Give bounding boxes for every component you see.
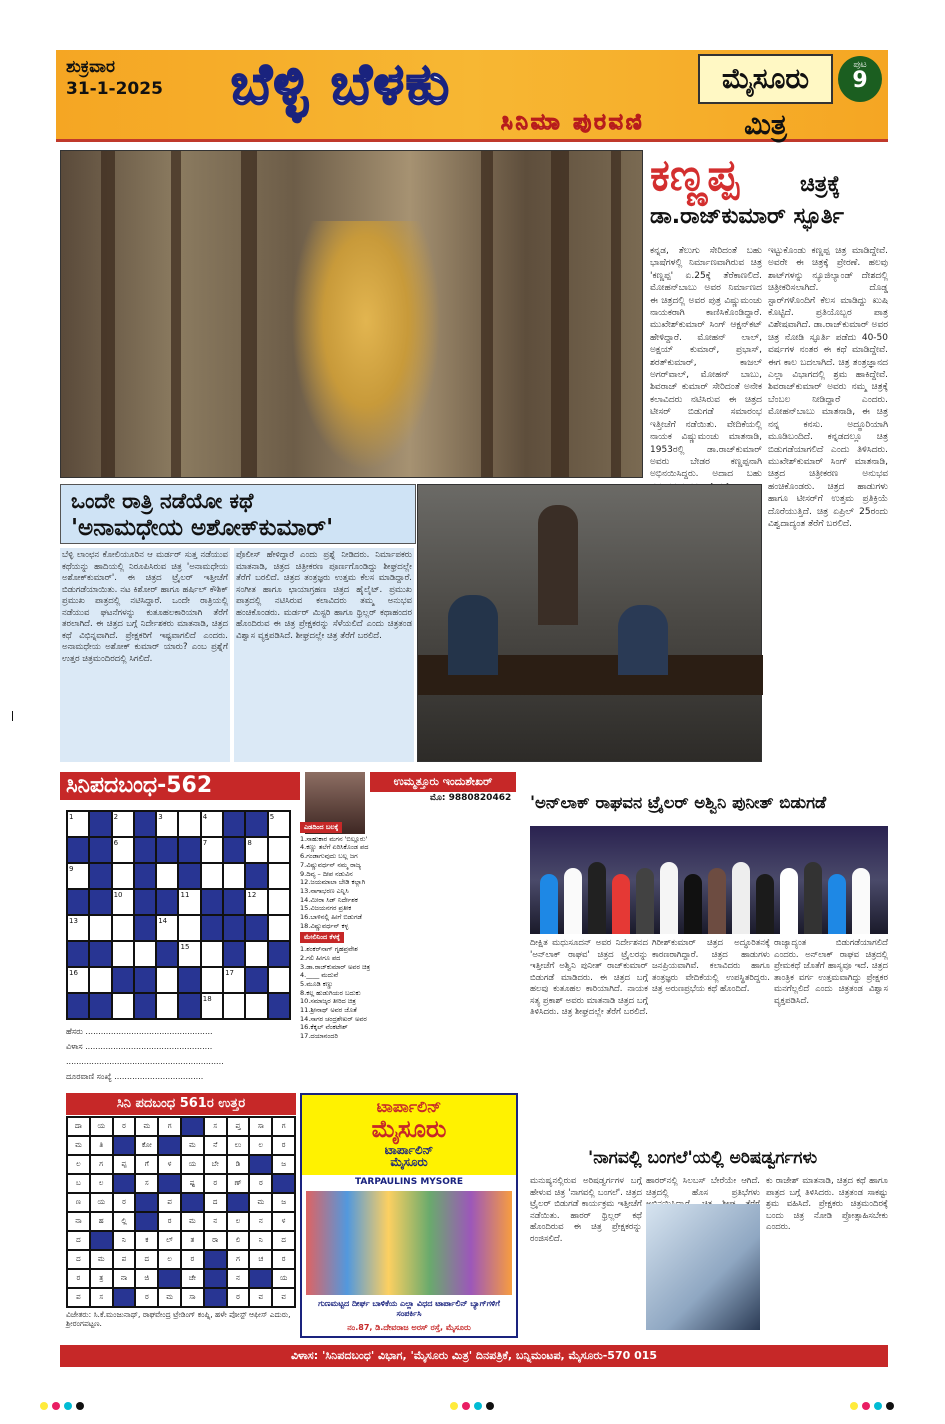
- event-attendee: [732, 862, 750, 934]
- section-title: ಬೆಳ್ಳಿ ಬೆಳಕು: [231, 52, 451, 117]
- event-attendee: [708, 868, 726, 934]
- answer-cell: ಳ: [158, 1155, 181, 1174]
- answer-cell: ಸ: [204, 1117, 227, 1136]
- answer-cell: ಡಿ: [227, 1155, 250, 1174]
- kannappa-col2: ಇಟ್ಟುಕೊಂಡು ಕಣ್ಣಪ್ಪ ಚಿತ್ರ ಮಾಡಿದ್ದೇವೆ. ಅವರೇ ಈ ಚಿತ್ರಕ್ಕೆ ಪ್ರೇರಣೆ. ಹಲವು ಶಾಟ್‌ಗಳನ್ನು ನ್ಯೂಜಿಲ್ಯಾಂಡ್ ದೇಶದಲ್ಲಿ ಚಿತ್ರೀಕರಿಸಲಾಗಿದೆ. ದೊಡ್ಡ ಸ್ಟಾರ್‌ಗಳೊಂದಿಗೆ ಕೆಲಸ ಮಾಡಿದ್ದು ಖುಷಿ ಕೊಟ್ಟಿದೆ. ಪ್ರತಿಯೊಬ್ಬರ ಪಾತ್ರ ವಿಶೇಷವಾಗಿದೆ. ಡಾ.ರಾಜ್‌ಕುಮಾರ್ ಅವರ ಚಿತ್ರ ನೋಡಿ ಸ್ಫೂರ್ತಿ ಪಡೆದು 40-50 ವರ್ಷಗಳ ನಂತರ ಈ ಕಥೆ ಮಾಡಿದ್ದೇವೆ. ಈಗ ಕಾಲ ಬದಲಾಗಿದೆ. ಚಿತ್ರ ತಂತ್ರಜ್ಞಾನದ ಎಲ್ಲಾ ವಿಭಾಗದಲ್ಲಿ ಶ್ರಮ ಹಾಕಿದ್ದೇವೆ. ಶಿವರಾಜ್‌ಕುಮಾರ್ ಅವರು ನಮ್ಮ ಚಿತ್ರಕ್ಕೆ ಬೆಂಬಲ ನೀಡಿದ್ದಾರೆ ಎಂದರು. ಮೋಹನ್‌ಬಾಬು ಮಾತನಾಡಿ, ಈ ಚಿತ್ರ ನನ್ನ ಕನಸು. ಅದ್ಧೂರಿಯಾಗಿ ಮೂಡಿಬಂದಿದೆ. ಕನ್ನಡದಲ್ಲೂ ಚಿತ್ರ ಬಿಡುಗಡೆಯಾಗಲಿದೆ ಎಂದು ತಿಳಿಸಿದರು. ಮುಖೇಶ್‌ಕುಮಾರ್ ಸಿಂಗ್ ಮಾತನಾಡಿ, ಚಿತ್ರದ ಚಿತ್ರೀಕರಣ ಅನುಭವ ಹಂಚಿಕೊಂಡರು. ಚಿತ್ರದ ಹಾಡುಗಳು ಹಾಗೂ ಟೀಸರ್‌ಗೆ ಉತ್ತಮ ಪ್ರತಿಕ್ರಿಯೆ ದೊರೆಯುತ್ತಿದೆ. ಚಿತ್ರ ಏಪ್ರಿಲ್ 25ರಂದು ವಿಶ್ವದಾದ್ಯಂತ ತೆರೆಗೆ ಬರಲಿದೆ.: [768, 246, 888, 529]
- nagavalli-headline: 'ನಾಗವಲ್ಲಿ ಬಂಗಲೆ'ಯಲ್ಲಿ ಅರಿಷಡ್ವರ್ಗಗಳು: [588, 1148, 818, 1168]
- answer-cell: ಯ: [90, 1193, 113, 1212]
- answer-cell: ನ: [249, 1212, 272, 1231]
- answer-title: ಸಿನಿ ಪದಬಂಧ 561ರ ಉತ್ತರ: [66, 1093, 296, 1115]
- answer-cell: ಮ: [135, 1117, 158, 1136]
- answer-cell: ಪ: [67, 1288, 90, 1307]
- anamadheya-photo: [417, 484, 762, 762]
- answer-cell: [90, 1231, 113, 1250]
- answer-cell: ನಿ: [113, 1231, 136, 1250]
- answer-grid: [66, 1116, 296, 1308]
- event-attendee: [780, 868, 798, 934]
- answer-cell: [181, 1193, 204, 1212]
- answer-cell: ಬ: [67, 1174, 90, 1193]
- unlock-col3: ರಾಜ್ಯಾದ್ಯಂತ ಬಿಡುಗಡೆಯಾಗಲಿದೆ ಎಂದರು. ಅನ್‌ಲಾಕ್ ರಾಘವ ಚಿತ್ರದಲ್ಲಿ ಪ್ರೇಮಕಥೆ ಜೊತೆಗೆ ಹಾಸ್ಯವೂ ಇದೆ. ಚಿತ್ರದ ತಾಂತ್ರಿಕ ವರ್ಗ ಉತ್ತಮವಾಗಿದ್ದು ಪ್ರೇಕ್ಷಕರ ಮನಗೆಲ್ಲಲಿದೆ ಎಂದು ಚಿತ್ರತಂಡ ವಿಶ್ವಾಸ ವ್ಯಕ್ತಪಡಿಸಿದೆ.: [774, 938, 888, 1006]
- answer-cell: ಪ: [158, 1193, 181, 1212]
- answer-cell: [204, 1288, 227, 1307]
- print-registration-dots: [0, 1400, 945, 1412]
- answer-cell: ಸಾ: [249, 1117, 272, 1136]
- event-attendee: [540, 874, 558, 934]
- answer-cell: [158, 1269, 181, 1288]
- event-attendee: [636, 868, 654, 934]
- event-attendee: [564, 868, 582, 934]
- headline-line1: ಒಂದೇ ರಾತ್ರಿ ನಡೆಯೋ ಕಥೆ: [71, 489, 254, 513]
- kannappa-headline: [650, 150, 890, 240]
- kannappa-col1: ಕನ್ನಡ, ತೆಲುಗು ಸೇರಿದಂತೆ ಬಹು ಭಾಷೆಗಳಲ್ಲಿ ನಿರ್ಮಾಣವಾಗಿರುವ ಚಿತ್ರ 'ಕಣ್ಣಪ್ಪ' ಏ.25ಕ್ಕೆ ತೆರೆಕಾಣಲಿದೆ. ಮೋಹನ್‌ಬಾಬು ಅವರ ನಿರ್ಮಾಣದ ಈ ಚಿತ್ರದಲ್ಲಿ ಅವರ ಪುತ್ರ ವಿಷ್ಣುಮಂಚು ನಾಯಕರಾಗಿ ಕಾಣಿಸಿಕೊಂಡಿದ್ದಾರೆ. ಮುಖೇಶ್‌ಕುಮಾರ್ ಸಿಂಗ್ ಆಕ್ಷನ್‌ಕಟ್ ಹೇಳಿದ್ದಾರೆ. ಮೋಹನ್ ಲಾಲ್, ಅಕ್ಷಯ್ ಕುಮಾರ್, ಪ್ರಭಾಸ್, ಶರತ್‌ಕುಮಾರ್, ಕಾಜಲ್ ಅಗರ್‌ವಾಲ್, ಮೋಹನ್ ಬಾಬು, ಶಿವರಾಜ್ ಕುಮಾರ್ ಸೇರಿದಂತೆ ಅನೇಕ ಕಲಾವಿದರು ನಟಿಸಿರುವ ಈ ಚಿತ್ರದ ಟೀಸರ್ ಬಿಡುಗಡೆ ಸಮಾರಂಭ ಇತ್ತೀಚೆಗೆ ನಡೆಯಿತು. ವೇದಿಕೆಯಲ್ಲಿ ನಾಯಕ ವಿಷ್ಣುಮಂಚು ಮಾತನಾಡಿ, 1953ರಲ್ಲಿ ಡಾ.ರಾಜ್‌ಕುಮಾರ್ ಅವರು ಬೇಡರ ಕಣ್ಣಪ್ಪನಾಗಿ ಅಭಿನಯಿಸಿದ್ದರು. ಅದಾದ ಬಹು: [650, 246, 762, 480]
- answer-cell: ಗ: [227, 1250, 250, 1269]
- answer-cell: ನ: [204, 1212, 227, 1231]
- event-attendee: [660, 862, 678, 934]
- answer-cell: [158, 1136, 181, 1155]
- answer-cell: ಹ: [90, 1212, 113, 1231]
- across-label: ಎಡದಿಂದ ಬಲಕ್ಕೆ: [300, 822, 342, 833]
- unlock-raghava-photo: [530, 826, 888, 934]
- unlock-col1: ದೀಕ್ಷಿತ ಮಧುಸೂದನ್ ಅವರ ನಿರ್ದೇಶನದ 'ಅನ್‌ಲಾಕ್ ರಾಘವ' ಚಿತ್ರದ ಟ್ರೈಲರನ್ನು ಇತ್ತೀಚೆಗೆ ಅಶ್ವಿನಿ ಪುನೀತ್ ರಾಜ್‌ಕುಮಾರ್ ಬಿಡುಗಡೆ ಮಾಡಿದರು. ಈ ಚಿತ್ರದ ಬಗ್ಗೆ ಹಲವು ಕುತೂಹಲ ಕಾರಿಯಾಗಿದೆ. ನಾಯಕ ಸತ್ಯ ಪ್ರಕಾಶ್ ಅವರು ಮಾತನಾಡಿ ಚಿತ್ರದ ಬಗ್ಗೆ ತಿಳಿಸಿದರು. ಚಿತ್ರ ಶೀಘ್ರದಲ್ಲೇ ತೆರೆಗೆ ಬರಲಿದೆ.: [530, 938, 648, 1017]
- event-attendee: [612, 874, 630, 934]
- event-attendee: [684, 874, 702, 934]
- crossword-address: ವಿಳಾಸ: 'ಸಿನಿಪದಬಂಧ' ವಿಭಾಗ, 'ಮೈಸೂರು ಮಿತ್ರ' ದಿನಪತ್ರಿಕೆ, ಬನ್ನಿಮಂಟಪ, ಮೈಸೂರು-570 015: [60, 1345, 888, 1367]
- answer-cell: ರ: [272, 1136, 295, 1155]
- answer-cell: ಗ: [272, 1117, 295, 1136]
- event-attendee: [852, 868, 870, 934]
- answer-cell: ಮ: [181, 1136, 204, 1155]
- answer-cell: ದ: [67, 1250, 90, 1269]
- entry-form[interactable]: ಹೆಸರು .................................................. ವಿಳಾಸ .................................................. .............................................................. ದೂರವಾಣಿ ಸಂಖ್ಯೆ ...................................: [66, 1027, 224, 1081]
- issue-date: ಶುಕ್ರವಾರ 31-1-2025: [66, 57, 163, 99]
- answer-cell: ರಾ: [204, 1231, 227, 1250]
- headline-suffix: ಚಿತ್ರಕ್ಕೆ: [800, 172, 841, 197]
- crossword-clues: ಎಡದಿಂದ ಬಲಕ್ಕೆ 1.ಸಾಹುಕಾರ ಮಗನ 'ಬಿಲ್ಲೂರು' 4.ಕಣ್ಣು ತಲೆಗೆ ಏರಿಸಿಕೊಂಡ ಪದ 6.ಗಂಡಾಗುವುದು ಬಲ್ಲ ಜಗ 7.ವಿಷ್ಣುವರ್ಧನ್ ನಮ್ಮ ರಾಜ್ಯ 9.ದಿವ್ಯ – ದೀಪ ನಡುವಿನ 12.ಜಯಮಾಲಾ ಬೇಡಿ ಕಲ್ಲಾಗಿ 13.ನಾಗಾಭರಣ ಎನ್ನಿಸಿ 14.ಮೀರಾ ಸಿಡ್ ನಿರ್ದೇಶಕ 15.ವಿಜಯನಗರ ಪ್ರತೀಕ 16.ಬಾಳಿನಲ್ಲಿ ಹೀಗೆ ಬಿಡುಗಡೆ 18.ವಿಷ್ಣುವರ್ಧನ್ ಕಳ್ಳ ಮೇಲಿನಿಂದ ಕೆಳಕ್ಕೆ 1.ಶಂಕರ್‌ನಾಗ್ ಗೃಹಪ್ರವೇಶ 2.ಗಲಿ ಹೀಗೂ ಪದ 3.ಡಾ.ರಾಜ್‌ಕುಮಾರ್ ಅವರ ಚಿತ್ರ 4.____ ಮದುವೆ 5.ಮೂಡಿ ಕಣ್ಣು 8.ಕಲ್ಲ ಹುಡುಗಿಯರ ಬದುಕು 10.ಸಮಾಜ್ಕರ ತೀರಿದ ಚಿತ್ರ 11.ಶ್ರೀನಾಥ್ ಅವರ ಜೊತೆ 14.ಸಾಗರ ಚಂದ್ರಶೇಖರ್ ಅವರ 16.ಕೆಕ್ಕಲ್ ವೆಂಕಟೇಶ್ 17.ದಯಾನಂದರಿ: [300, 823, 371, 1041]
- answer-cell: ಳ: [272, 1212, 295, 1231]
- nagavalli-col2: ಹಾರರ್‌ನಲ್ಲಿ ಸಿಲಬಸ್ ಬೇರೆಯೇ ಆಗಿದೆ. ಚಿತ್ರದಲ್ಲಿ ಹೊಸ ಪ್ರತಿಭೆಗಳು: [646, 1176, 760, 1198]
- answer-cell: ರ: [181, 1250, 204, 1269]
- answer-cell: ರ: [113, 1193, 136, 1212]
- paper-name: ಮೈಸೂರು ಮಿತ್ರ: [698, 54, 833, 104]
- answer-cell: ಲ್: [158, 1231, 181, 1250]
- kannappa-photo: [60, 150, 643, 478]
- answer-cell: ತ್ರ: [90, 1269, 113, 1288]
- answer-cell: ಲ್ಲಿ: [113, 1212, 136, 1231]
- answer-cell: [249, 1269, 272, 1288]
- answer-cell: ಪ್ತ: [227, 1117, 250, 1136]
- answer-cell: ಗ: [158, 1117, 181, 1136]
- answer-cell: ಕೋ: [135, 1136, 158, 1155]
- answer-cell: ತ: [181, 1231, 204, 1250]
- answer-cell: ರ: [113, 1117, 136, 1136]
- answer-cell: ಮ: [158, 1288, 181, 1307]
- event-attendee: [828, 874, 846, 934]
- answer-cell: ಲಿ: [227, 1231, 250, 1250]
- answer-cell: ಚ: [249, 1250, 272, 1269]
- tarpaulin-advert: ಟಾರ್ಪಾಲಿನ್ ಮೈಸೂರು ಟಾರ್ಪಾಲಿನ್ ಮೈಸೂರು TARPAULINS MYSORE ಗುಣಮಟ್ಟದ ದೀರ್ಘ ಬಾಳಿಕೆಯ ಎಲ್ಲಾ ವಿಧದ ಟಾರ್ಪಾಲಿನ್ ಬ್ಯಾಗ್‌ಗಳಿಗೆ ಸಂಪರ್ಕಿಸಿ ನಂ.87, ಡಿ.ದೇವರಾಜ ಅರಸ್ ರಸ್ತೆ, ಮೈಸೂರು: [300, 1093, 518, 1338]
- answer-cell: ಲ: [158, 1250, 181, 1269]
- answer-cell: ಜ: [272, 1155, 295, 1174]
- headline-subtitle: ಡಾ.ರಾಜ್‌ಕುಮಾರ್ ಸ್ಫೂರ್ತಿ: [650, 204, 844, 229]
- answer-cell: ಮ: [181, 1212, 204, 1231]
- winners: ವಿಜೇತರು: ಸಿ.ಕೆ.ಮಂಜುನಾಥ್, ರಾಘವೇಂದ್ರ ಟ್ರೇಡಿಂಗ್ ಕಂಪ್ನಿ, ಹಳೇ ಪೋಸ್ಟ್ ಆಫೀಸ್ ಎದುರು, ಶ್ರೀರಂಗಪಟ್ಟಣ.: [66, 1310, 291, 1328]
- answer-cell: ದ: [272, 1231, 295, 1250]
- answer-cell: ಗ: [90, 1155, 113, 1174]
- answer-cell: [113, 1288, 136, 1307]
- answer-cell: [135, 1193, 158, 1212]
- answer-cell: [135, 1212, 158, 1231]
- answer-cell: [204, 1269, 227, 1288]
- answer-cell: ವ: [249, 1288, 272, 1307]
- answer-cell: ಚೇ: [181, 1269, 204, 1288]
- answer-cell: ಮ: [67, 1136, 90, 1155]
- answer-cell: ಪ: [113, 1250, 136, 1269]
- answer-cell: ನಾ: [67, 1212, 90, 1231]
- author-phone: ಮೊ: 9880820462: [430, 793, 512, 803]
- answer-cell: ಸ: [135, 1174, 158, 1193]
- answer-cell: ರ: [204, 1174, 227, 1193]
- answer-cell: ಕ: [135, 1231, 158, 1250]
- headline-line2: 'ಅನಾಮಧೇಯ ಅಶೋಕ್‌ಕುಮಾರ್': [71, 515, 334, 541]
- crossword-title: ಸಿನಿಪದಬಂಧ-562: [60, 772, 300, 800]
- answer-cell: ದ: [67, 1231, 90, 1250]
- answer-cell: ಯ: [181, 1155, 204, 1174]
- answer-cell: ಲ: [227, 1212, 250, 1231]
- answer-cell: ರ: [158, 1212, 181, 1231]
- answer-cell: ದ: [135, 1250, 158, 1269]
- answer-cell: ನ: [227, 1269, 250, 1288]
- answer-cell: ಯ: [272, 1269, 295, 1288]
- answer-cell: ಯ: [90, 1117, 113, 1136]
- answer-cell: ದ: [204, 1193, 227, 1212]
- answer-cell: ಣ್: [227, 1174, 250, 1193]
- answer-cell: ತಿ: [90, 1136, 113, 1155]
- answer-cell: ವ: [272, 1288, 295, 1307]
- unlock-col2: ಗಿರೀಶ್‌ಕುಮಾರ್ ಚಿತ್ರದ ಅದ್ಧೂರಿತನಕ್ಕೆ ಕಾರಣರಾಗಿದ್ದಾರೆ. ಚಿತ್ರದ ಹಾಡುಗಳು ಜನಪ್ರಿಯವಾಗಿವೆ. ಕಲಾವಿದರು ಹಾಗೂ ತಂತ್ರಜ್ಞರು ವೇದಿಕೆಯಲ್ಲಿ ಉಪಸ್ಥಿತರಿದ್ದರು. ಚಿತ್ರ ಅರುಣಪ್ರಭೆಯ ಕಥೆ ಹೊಂದಿದೆ.: [652, 938, 770, 994]
- answer-cell: ಲ: [249, 1136, 272, 1155]
- unlock-raghava-headline: 'ಅನ್‌ಲಾಕ್ ರಾಘವನ ಟ್ರೈಲರ್ ಅಶ್ವಿನಿ ಪುನೀತ್ ಬಿಡುಗಡೆ: [530, 793, 827, 812]
- answer-cell: [113, 1136, 136, 1155]
- answer-cell: ಷ್ಟ: [181, 1174, 204, 1193]
- answer-cell: ರ: [67, 1269, 90, 1288]
- answer-cell: ಬೇ: [204, 1155, 227, 1174]
- answer-cell: ರ: [135, 1288, 158, 1307]
- answer-cell: ರ: [272, 1250, 295, 1269]
- nagavalli-col1: ಮನುಷ್ಯನಲ್ಲಿರುವ ಅರಿಷಡ್ವರ್ಗಗಳ ಬಗ್ಗೆ ಹೇಳುವ ಚಿತ್ರ 'ನಾಗವಲ್ಲಿ ಬಂಗಲೆ'. ಚಿತ್ರದ ಟ್ರೈಲರ್ ಬಿಡುಗಡೆ ಕಾರ್ಯಕ್ರಮ ಇತ್ತೀಚೆಗೆ ನಡೆಯಿತು. ಹಾರರ್ ಥ್ರಿಲ್ಲರ್ ಕಥೆ ಹೊಂದಿರುವ ಈ ಚಿತ್ರ ಪ್ರೇಕ್ಷಕರನ್ನು ರಂಜಿಸಲಿದೆ.: [530, 1176, 642, 1244]
- answer-cell: ಲ: [90, 1174, 113, 1193]
- down-label: ಮೇಲಿನಿಂದ ಕೆಳಕ್ಕೆ: [300, 932, 344, 943]
- anamadheya-col1: ಬೆಳ್ಳಿ ಲಾಂಛನ ಕೋಲಿಯೂರಿನ ಆ ಮರ್ಡರ್ ಸುತ್ತ ನಡೆಯುವ ಕಥೆಯನ್ನು ಹಾದಿಯಲ್ಲಿ ನಿರೂಪಿಸಿರುವ ಚಿತ್ರ 'ಅನಾಮಧೇಯ ಅಶೋಕ್‌ಕುಮಾರ್'. ಈ ಚಿತ್ರದ ಟ್ರೈಲರ್ ಇತ್ತೀಚೆಗೆ ಬಿಡುಗಡೆಯಾಯಿತು. ನಟ ಕಿಶೋರ್ ಹಾಗೂ ಹರ್ಷಿಲ್ ಕೌಶಿಕ್ ಪ್ರಮುಖ ಪಾತ್ರದಲ್ಲಿ ನಟಿಸಿದ್ದಾರೆ. ಒಂದೇ ರಾತ್ರಿಯಲ್ಲಿ ನಡೆಯುವ ಘಟನೆಗಳನ್ನು ಕುತೂಹಲಕಾರಿಯಾಗಿ ತೆರೆಗೆ ತರಲಾಗಿದೆ. ಈ ಚಿತ್ರದ ಬಗ್ಗೆ ನಿರ್ದೇಶಕರು ಮಾತನಾಡಿ, ಚಿತ್ರದ ಕಥೆ ವಿಭಿನ್ನವಾಗಿದೆ. ಪ್ರೇಕ್ಷಕರಿಗೆ ಇಷ್ಟವಾಗಲಿದೆ ಎಂದರು. ಅನಾಮಧೇಯ ಅಶೋಕ್ ಕುಮಾರ್ ಯಾರು? ಎಂಬ ಪ್ರಶ್ನೆಗೆ ಉತ್ತರ ಚಿತ್ರಮಂದಿರದಲ್ಲಿ ಸಿಗಲಿದೆ.: [60, 548, 230, 762]
- answer-cell: [249, 1155, 272, 1174]
- anamadheya-headline: [60, 484, 416, 544]
- answer-cell: ಸಾ: [181, 1288, 204, 1307]
- answer-cell: ಪ್ಪ: [113, 1155, 136, 1174]
- answer-cell: ಲು: [227, 1136, 250, 1155]
- nagavalli-photo: [646, 1204, 760, 1330]
- answer-cell: ಗೆ: [135, 1155, 158, 1174]
- answer-cell: ಮ: [249, 1193, 272, 1212]
- answer-cell: ಣ: [67, 1193, 90, 1212]
- answer-cell: ರ: [227, 1288, 250, 1307]
- answer-cell: [181, 1117, 204, 1136]
- masthead: [56, 50, 888, 142]
- answer-cell: ಜಿ: [135, 1269, 158, 1288]
- answer-cell: [227, 1193, 250, 1212]
- answer-cell: ಸ: [90, 1288, 113, 1307]
- answer-cell: [158, 1174, 181, 1193]
- event-attendee: [588, 862, 606, 934]
- nagavalli-col3: ಕು ರಾಜೇಶ್ ಮಾತನಾಡಿ, ಚಿತ್ರದ ಕಥೆ ಹಾಗೂ ಪಾತ್ರದ ಬಗ್ಗೆ ತಿಳಿಸಿದರು. ಚಿತ್ರತಂಡ ಸಾಕಷ್ಟು ಶ್ರಮ ವಹಿಸಿದೆ. ಪ್ರೇಕ್ಷಕರು ಚಿತ್ರಮಂದಿರಕ್ಕೆ ಬಂದು ಚಿತ್ರ ನೋಡಿ ಪ್ರೋತ್ಸಾಹಿಸಬೇಕು ಎಂದರು.: [766, 1176, 888, 1232]
- answer-cell: [113, 1174, 136, 1193]
- anamadheya-col2: ಪೊಲೀಸ್ ಹೇಳಿದ್ದಾರೆ ಎಂದು ಪ್ರಶ್ನೆ ನೀಡಿದರು. ನಿರ್ಮಾಪಕರು ಮಾತನಾಡಿ, ಚಿತ್ರದ ಚಿತ್ರೀಕರಣ ಪೂರ್ಣಗೊಂಡಿದ್ದು ಶೀಘ್ರದಲ್ಲೇ ತೆರೆಗೆ ಬರಲಿದೆ. ಚಿತ್ರದ ತಂತ್ರಜ್ಞರು ಉತ್ತಮ ಕೆಲಸ ಮಾಡಿದ್ದಾರೆ. ಸಂಗೀತ ಹಾಗೂ ಛಾಯಾಗ್ರಹಣ ಚಿತ್ರದ ಹೈಲೈಟ್. ಪ್ರಮುಖ ಪಾತ್ರದಲ್ಲಿ ನಟಿಸಿರುವ ಕಲಾವಿದರು ತಮ್ಮ ಅನುಭವ ಹಂಚಿಕೊಂಡರು. ಮರ್ಡರ್ ಮಿಸ್ಟರಿ ಹಾಗೂ ಥ್ರಿಲ್ಲರ್ ಕಥಾಹಂದರ ಹೊಂದಿರುವ ಈ ಚಿತ್ರ ಪ್ರೇಕ್ಷಕರನ್ನು ಸೆಳೆಯಲಿದೆ ಎಂದು ಚಿತ್ರತಂಡ ವಿಶ್ವಾಸ ವ್ಯಕ್ತಪಡಿಸಿದೆ. ಶೀಘ್ರದಲ್ಲೇ ಚಿತ್ರ ತೆರೆಗೆ ಬರಲಿದೆ.: [234, 548, 414, 762]
- answer-cell: [272, 1174, 295, 1193]
- answer-cell: ರ: [249, 1174, 272, 1193]
- headline-title: ಕಣ್ಣಪ್ಪ: [650, 150, 739, 201]
- answer-cell: ಮ: [90, 1250, 113, 1269]
- registration-mark: [12, 711, 13, 721]
- event-attendee: [804, 862, 822, 934]
- event-attendee: [756, 874, 774, 934]
- page-number-badge: ಪುಟ 9: [838, 56, 882, 102]
- answer-cell: [204, 1250, 227, 1269]
- answer-cell: ಲ: [67, 1155, 90, 1174]
- section-subtitle: ಸಿನಿಮಾ ಪುರವಣಿ: [501, 110, 645, 135]
- answer-cell: ನಿ: [249, 1231, 272, 1250]
- crossword-grid[interactable]: 1 2 3 4 5 6 7 8 9 10 11 12 13 14 15 16 17 18: [66, 810, 291, 1020]
- answer-cell: ದಾ: [67, 1117, 90, 1136]
- crossword-author: ಉಮ್ಮತ್ತೂರು ಇಂದುಶೇಖರ್: [370, 772, 516, 792]
- answer-cell: ನೆ: [204, 1136, 227, 1155]
- answer-cell: ಜ: [272, 1193, 295, 1212]
- answer-cell: ನಾ: [113, 1269, 136, 1288]
